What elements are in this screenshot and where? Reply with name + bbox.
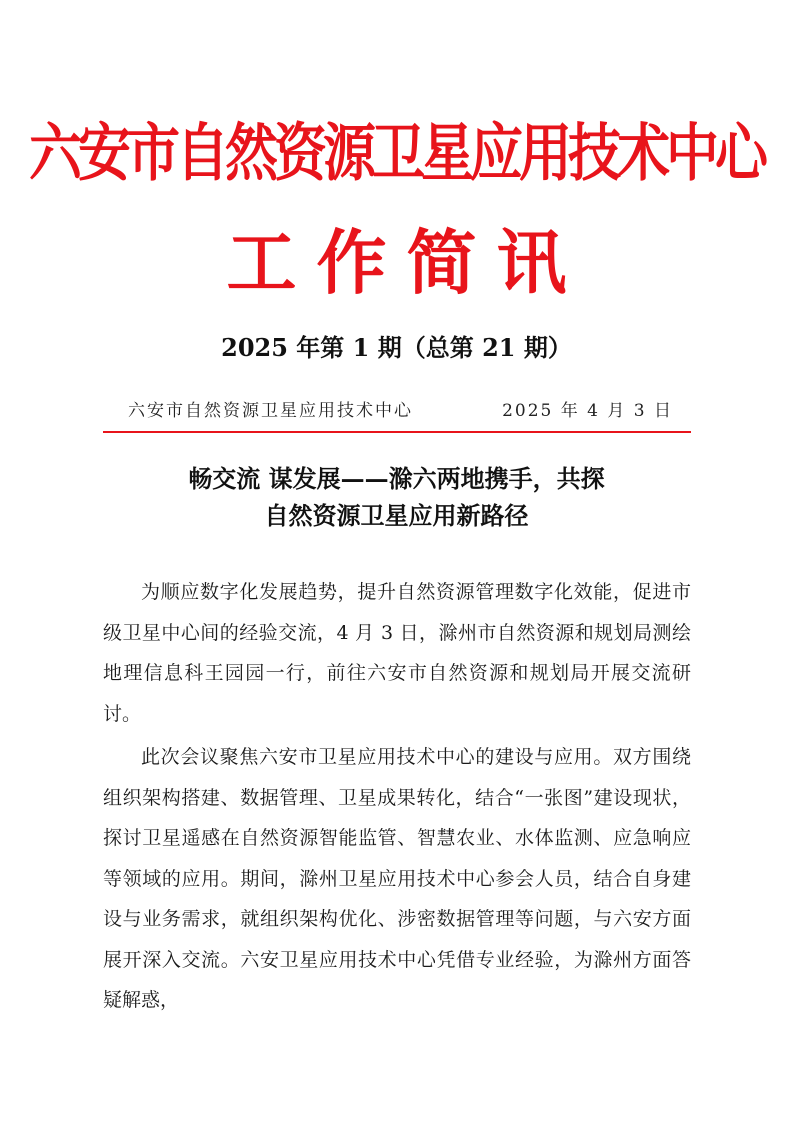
issue-date: 2025 年 4 月 3 日 — [502, 401, 673, 421]
organization-title: 六安市自然资源卫星应用技术中心 — [29, 116, 764, 190]
paragraph: 此次会议聚焦六安市卫星应用技术中心的建设与应用。双方围绕组织架构搭建、数据管理、卫星成果转化，结合“一张图”建设现状，探讨卫星遥感在自然资源智能监管、智慧农业、水体监测、应急响应等领域的应用。期间，滁州卫星应用技术中心参会人员，结合自身建设与业务需求，就组织架构优化、涉密数据管理等问题，与六安方面展开深入交流。六安卫星应用技术中心凭借专业经验，为滁州方面答疑解惑， — [103, 746, 691, 1011]
paragraph: 为顺应数字化发展趋势，提升自然资源管理数字化效能，促进市级卫星中心间的经验交流，4 月 3 日，滁州市自然资源和规划局测绘地理信息科王园园一行，前往六安市自然资源和规划局开展交流研讨。 — [103, 581, 691, 725]
issue-number: 2025 年第 1 期（总第 21 期） — [221, 333, 572, 362]
masthead-meta — [128, 398, 673, 424]
bulletin-title: 工作简讯 — [226, 221, 587, 304]
headline-line-2: 自然资源卫星应用新路径 — [264, 501, 529, 530]
article-headline — [0, 460, 793, 534]
red-divider-line — [103, 431, 691, 433]
issuing-organization: 六安市自然资源卫星应用技术中心 — [128, 401, 413, 421]
headline-line-1: 畅交流 谋发展——滁六两地携手，共探 — [188, 464, 605, 493]
article-body — [103, 572, 691, 1021]
